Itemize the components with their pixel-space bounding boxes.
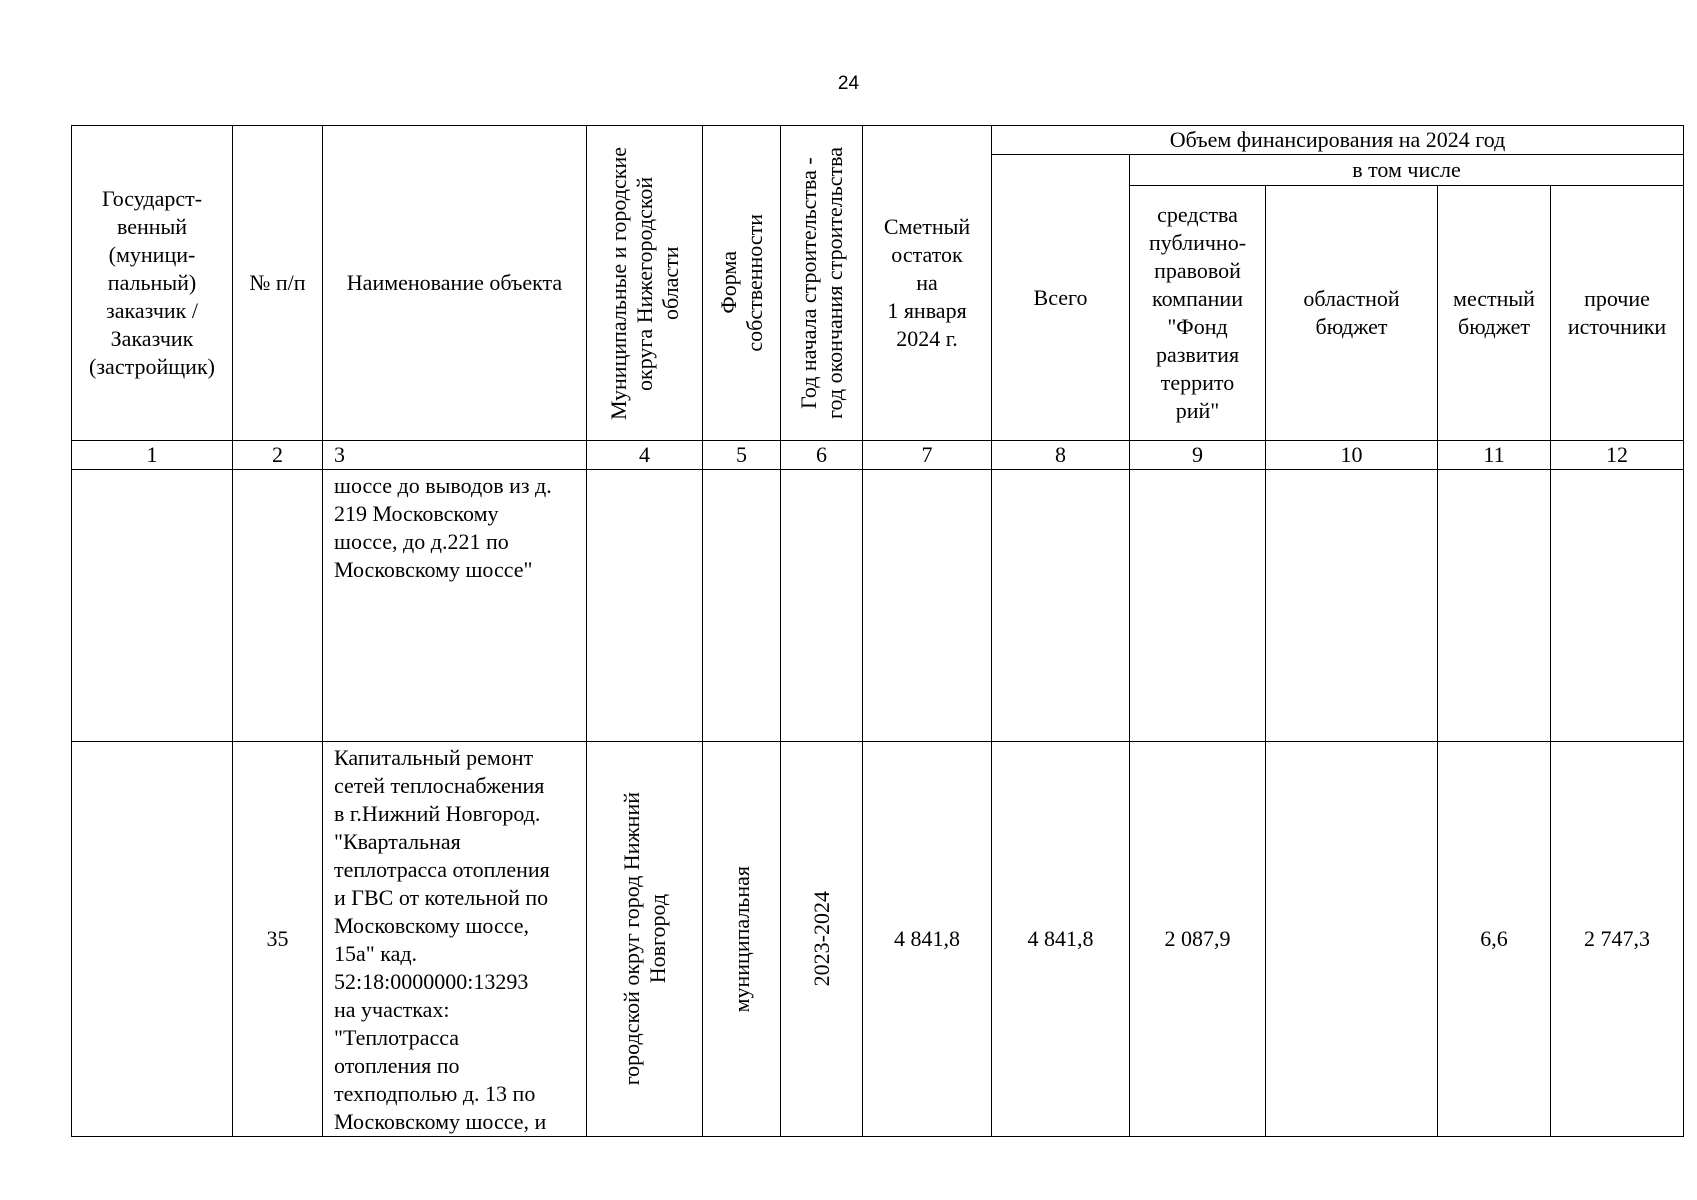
header-estimate-balance: Сметный остаток на 1 января 2024 г. <box>863 126 992 441</box>
cell-number: 35 <box>233 742 323 1137</box>
cell-customer <box>72 742 233 1137</box>
header-local: местный бюджет <box>1438 186 1551 441</box>
cell-fund: 2 087,9 <box>1130 742 1266 1137</box>
column-number: 7 <box>863 441 992 470</box>
header-years: Год начала строительства - год окончания строительства <box>781 126 863 441</box>
page-number: 24 <box>837 73 860 94</box>
cell-number <box>233 470 323 742</box>
column-number: 6 <box>781 441 863 470</box>
table-row <box>72 470 1684 742</box>
cell-ownership <box>703 470 781 742</box>
table-row <box>72 742 1684 1137</box>
header-row-1 <box>72 126 1684 155</box>
column-number: 12 <box>1551 441 1684 470</box>
header-regional: областной бюджет <box>1266 186 1438 441</box>
column-number: 2 <box>233 441 323 470</box>
header-object-name: Наименование объекта <box>323 126 587 441</box>
cell-municipality <box>587 470 703 742</box>
cell-other <box>1551 470 1684 742</box>
cell-ownership: муниципальная <box>703 742 781 1137</box>
cell-regional <box>1266 742 1438 1137</box>
cell-object-name: Капитальный ремонт сетей теплоснабжения в г.Нижний Новгород. "Квартальная теплотрасса отопления и ГВС от котельной по Московскому шоссе, 15а" кад. 52:18:0000000:13293 на участках: "Теплотрасса отопления по техподполью д. 13 по Московскому шоссе, и <box>323 742 587 1137</box>
column-number: 10 <box>1266 441 1438 470</box>
cell-other: 2 747,3 <box>1551 742 1684 1137</box>
cell-regional <box>1266 470 1438 742</box>
header-ownership: Форма собственности <box>703 126 781 441</box>
cell-estimate-balance <box>863 470 992 742</box>
cell-fund <box>1130 470 1266 742</box>
header-including: в том числе <box>1130 155 1684 186</box>
cell-local <box>1438 470 1551 742</box>
cell-estimate-balance: 4 841,8 <box>863 742 992 1137</box>
column-number: 1 <box>72 441 233 470</box>
cell-total: 4 841,8 <box>992 742 1130 1137</box>
header-total: Всего <box>992 155 1130 441</box>
cell-municipality: городской округ город Нижний Новгород <box>587 742 703 1137</box>
financing-table <box>71 125 1684 1137</box>
cell-years: 2023-2024 <box>781 742 863 1137</box>
column-number: 3 <box>323 441 587 470</box>
header-customer: Государст- венный (муници- пальный) заказчик / Заказчик (застройщик) <box>72 126 233 441</box>
header-number: № п/п <box>233 126 323 441</box>
cell-customer <box>72 470 233 742</box>
header-financing: Объем финансирования на 2024 год <box>992 126 1684 155</box>
column-number: 8 <box>992 441 1130 470</box>
header-other: прочие источники <box>1551 186 1684 441</box>
cell-object-name: шоссе до выводов из д. 219 Московскому шоссе, до д.221 по Московскому шоссе" <box>323 470 587 742</box>
cell-years <box>781 470 863 742</box>
cell-total <box>992 470 1130 742</box>
cell-local: 6,6 <box>1438 742 1551 1137</box>
column-number: 5 <box>703 441 781 470</box>
column-number: 4 <box>587 441 703 470</box>
column-number: 9 <box>1130 441 1266 470</box>
column-number: 11 <box>1438 441 1551 470</box>
header-municipality: Муниципальные и городские округа Нижегородской области <box>587 126 703 441</box>
column-numbers-row <box>72 441 1684 470</box>
header-fund: средства публично- правовой компании "Фонд развития террито рий" <box>1130 186 1266 441</box>
